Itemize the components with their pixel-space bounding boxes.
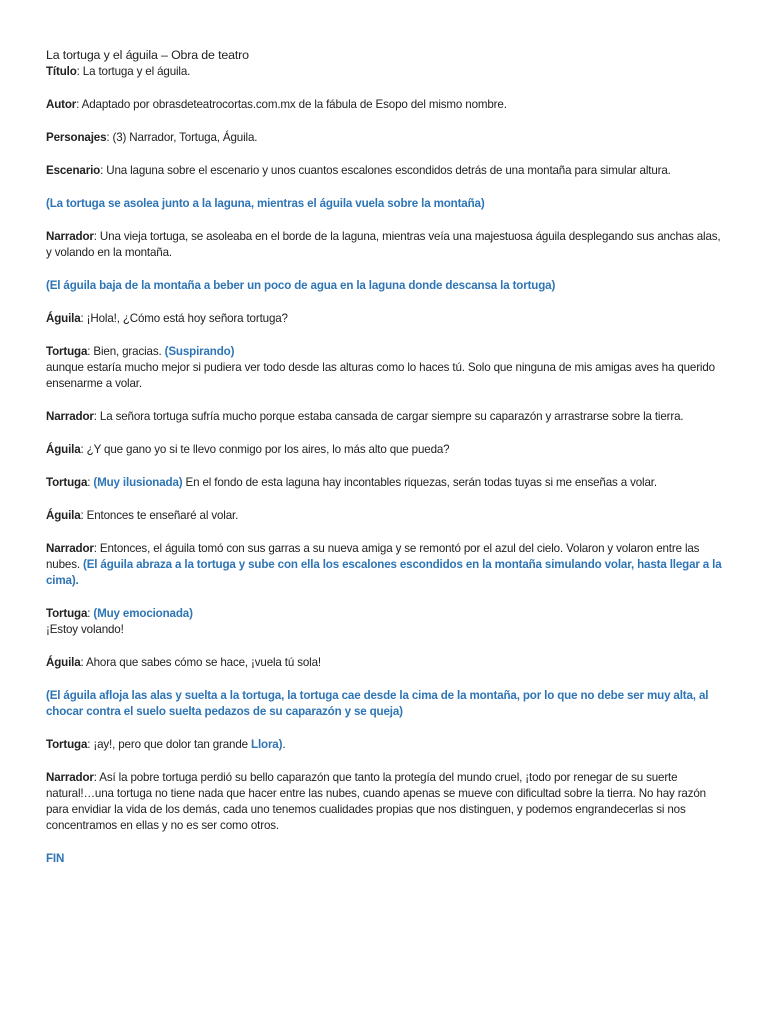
- inline-direction: (Suspirando): [164, 345, 235, 358]
- meta-author-value: : Adaptado por obrasdeteatrocortas.com.mx de la fábula de Esopo del mismo nombre.: [76, 98, 507, 111]
- document-body: [46, 47, 726, 867]
- meta-setting-label: Escenario: [46, 164, 101, 177]
- meta-characters: [46, 130, 726, 146]
- line-text: En el fondo de esta laguna hay incontables riquezas, serán todas tuyas si me enseñas a volar.: [182, 476, 657, 489]
- dialogue-line: [46, 606, 726, 638]
- meta-title: [46, 64, 726, 80]
- meta-title-label: Título: [46, 65, 77, 78]
- speaker: Águila: [46, 656, 81, 669]
- meta-title-value: : La tortuga y el águila.: [76, 65, 191, 78]
- line-text: : ¡ay!, pero que dolor tan grande: [87, 738, 252, 751]
- dialogue-line: [46, 655, 726, 671]
- line-end: .: [282, 738, 286, 751]
- line-text: : Bien, gracias.: [87, 345, 165, 358]
- line-text: : Entonces, el águila tomó con sus garras a su nueva amiga y se remontó por el azul del cielo. Volaron y volaron entre las nubes.: [46, 542, 700, 571]
- inline-direction: (Muy ilusionada): [93, 476, 183, 489]
- dialogue-line: [46, 409, 726, 425]
- dialogue-line: [46, 737, 726, 753]
- inline-direction: Llora): [251, 738, 283, 751]
- line-text: : ¡Hola!, ¿Cómo está hoy señora tortuga?: [80, 312, 288, 325]
- inline-direction: (El águila abraza a la tortuga y sube con ella los escalones escondidos en la montaña simulando volar, hasta llegar a la cima).: [46, 558, 722, 587]
- speaker: Águila: [46, 509, 81, 522]
- dialogue-line: [46, 541, 726, 589]
- speaker: Tortuga: [46, 476, 88, 489]
- line-text: : Así la pobre tortuga perdió su bello caparazón que tanto la protegía del mundo cruel, ¡todo por renegar de su suerte natural!…una tortuga no tiene nada que hacer entre las nubes, cuando apenas se mueve con dificultad sobre la tierra. No hay razón para envidiar la vida de los demás, cada uno tenemos cualidades propias que nos distinguen, y podemos engrandecerlas si nos concentramos en ellas y no es ser como otros.: [46, 771, 706, 832]
- speaker: Tortuga: [46, 607, 88, 620]
- speaker: Águila: [46, 443, 81, 456]
- dialogue-line: [46, 442, 726, 458]
- meta-setting-value: : Una laguna sobre el escenario y unos cuantos escalones escondidos detrás de una montaña para simular altura.: [100, 164, 671, 177]
- dialogue-line: [46, 229, 726, 261]
- separator: :: [87, 607, 94, 620]
- dialogue-line: [46, 770, 726, 834]
- line-text-continued: aunque estaría mucho mejor si pudiera ver todo desde las alturas como lo haces tú. Solo que ninguna de mis amigas aves ha querido ensenarme a volar.: [46, 361, 715, 390]
- line-text-continued: ¡Estoy volando!: [46, 623, 124, 636]
- inline-direction: (Muy emocionada): [93, 607, 193, 620]
- line-text: : La señora tortuga sufría mucho porque estaba cansada de cargar siempre su caparazón y arrastrarse sobre la tierra.: [93, 410, 684, 423]
- speaker: Tortuga: [46, 345, 88, 358]
- separator: :: [87, 476, 94, 489]
- line-text: : ¿Y que gano yo si te llevo conmigo por los aires, lo más alto que pueda?: [80, 443, 450, 456]
- speaker: Narrador: [46, 542, 94, 555]
- speaker: Narrador: [46, 410, 94, 423]
- dialogue-line: [46, 344, 726, 392]
- stage-direction: (El águila baja de la montaña a beber un poco de agua en la laguna donde descansa la tortuga): [46, 279, 556, 292]
- dialogue-line: [46, 475, 726, 491]
- document-heading: La tortuga y el águila – Obra de teatro: [46, 48, 249, 62]
- speaker: Narrador: [46, 230, 94, 243]
- stage-direction: (La tortuga se asolea junto a la laguna, mientras el águila vuela sobre la montaña): [46, 197, 485, 210]
- meta-characters-value: : (3) Narrador, Tortuga, Águila.: [106, 131, 258, 144]
- speaker: Narrador: [46, 771, 94, 784]
- meta-author: [46, 97, 726, 113]
- dialogue-line: [46, 508, 726, 524]
- line-text: : Ahora que sabes cómo se hace, ¡vuela tú sola!: [80, 656, 321, 669]
- line-text: : Una vieja tortuga, se asoleaba en el borde de la laguna, mientras veía una majestuosa águila desplegando sus anchas alas, y volando en la montaña.: [46, 230, 721, 259]
- meta-author-label: Autor: [46, 98, 77, 111]
- meta-characters-label: Personajes: [46, 131, 107, 144]
- meta-setting: [46, 163, 726, 179]
- end-marker: FIN: [46, 852, 65, 865]
- line-text: : Entonces te enseñaré al volar.: [80, 509, 239, 522]
- stage-direction: (El águila afloja las alas y suelta a la tortuga, la tortuga cae desde la cima de la montaña, por lo que no debe ser muy alta, al chocar contra el suelo suelta pedazos de su caparazón y se queja): [46, 689, 709, 718]
- speaker: Tortuga: [46, 738, 88, 751]
- dialogue-line: [46, 311, 726, 327]
- speaker: Águila: [46, 312, 81, 325]
